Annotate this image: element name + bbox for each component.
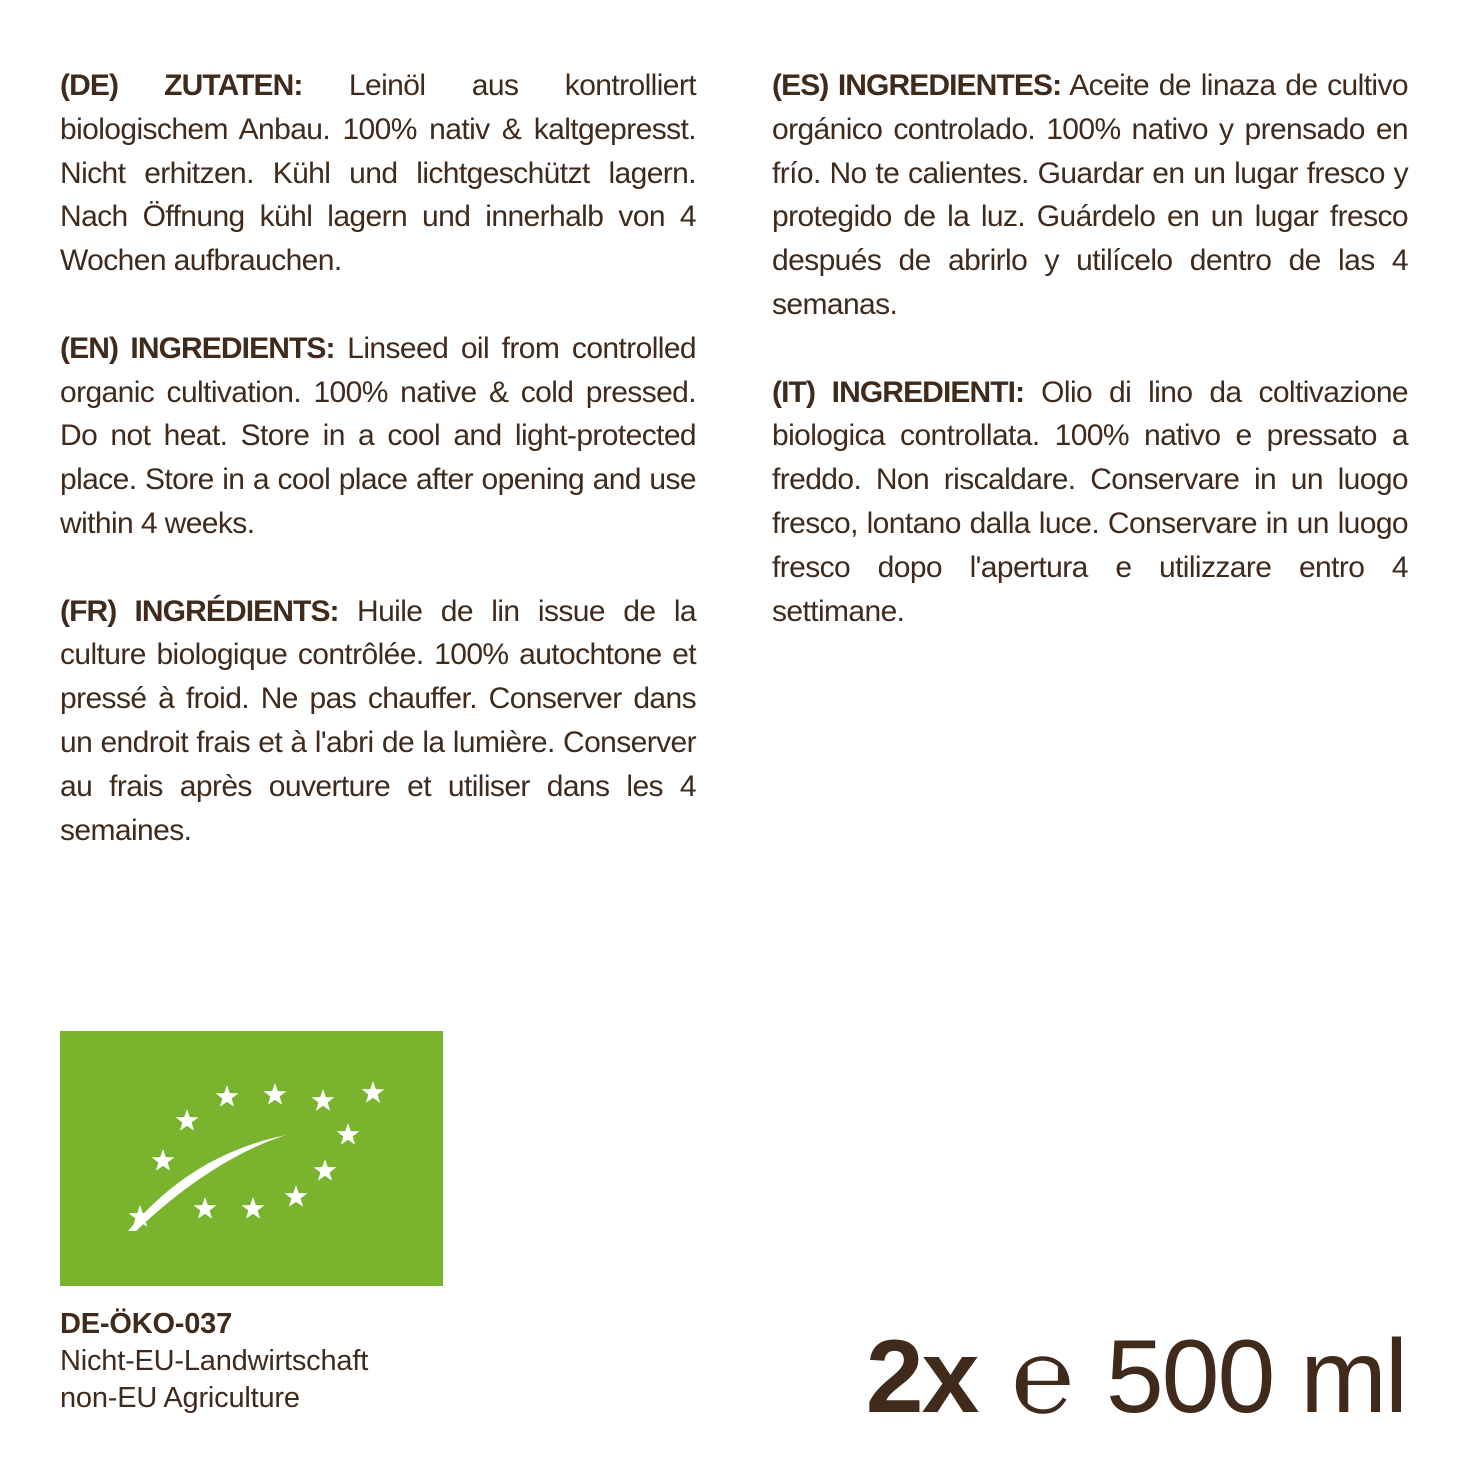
ingredient-label-it: (IT) INGREDIENTI: — [772, 375, 1025, 409]
ingredient-block-es — [772, 64, 1408, 327]
estimated-sign-icon: ℮ — [1011, 1318, 1072, 1435]
ingredient-label-es: (ES) INGREDIENTES: — [772, 69, 1062, 102]
certification-origin-en: non-EU Agriculture — [60, 1382, 300, 1414]
quantity-count: 2x — [865, 1318, 978, 1435]
ingredient-text-it: Olio di lino da coltivazione biologica controllata. 100% nativo e pressato a freddo. Non riscaldare. Conservare in un luogo fresco, lontano dalla luce. Conservare in un luogo fresco dopo l'apertura e utilizzare entro 4 settimane. — [772, 375, 1408, 628]
ingredient-block-it — [772, 371, 1408, 634]
organic-certification — [60, 1306, 368, 1417]
certification-origin-de: Nicht-EU-Landwirtschaft — [60, 1345, 369, 1377]
ingredient-text-es: Aceite de linaza de cultivo orgánico controlado. 100% nativo y prensado en frío. No te calientes. Guardar en un lugar fresco y protegido de la luz. Guárdelo en un lugar fresco después de abrirlo y utilícelo dentro de las 4 semanas. — [772, 69, 1408, 321]
eu-organic-leaf-logo — [60, 1031, 443, 1286]
ingredient-label-fr: (FR) INGRÉDIENTS: — [60, 594, 339, 628]
ingredient-text-fr: Huile de lin issue de la culture biologique contrôlée. 100% autochtone et pressé à froid. Ne pas chauffer. Conserver dans un endroit frais et à l'abri de la lumière. Conserver au frais après ouverture et utiliser dans les 4 semaines. — [60, 594, 696, 847]
ingredient-label-en: (EN) INGREDIENTS: — [60, 331, 335, 365]
ingredient-block-fr — [60, 590, 696, 853]
eu-logo-background — [60, 1031, 443, 1286]
ingredient-label-de: (DE) ZUTATEN: — [60, 69, 303, 102]
ingredient-text-de: Leinöl aus kontrolliert biologischem Anbau. 100% nativ & kaltgepresst. Nicht erhitzen. Kühl und lichtgeschützt lagern. Nach Öffnung kühl lagern und innerhalb von 4 Wochen aufbrauchen. — [60, 69, 696, 278]
certification-code: DE-ÖKO-037 — [60, 1308, 233, 1340]
ingredients-column-right — [772, 64, 1408, 677]
package-quantity — [865, 1318, 1406, 1435]
ingredient-block-de — [60, 64, 696, 283]
ingredients-column-left — [60, 64, 696, 896]
eu-organic-logo-icon — [60, 1031, 443, 1286]
quantity-volume: 500 ml — [1105, 1318, 1406, 1435]
ingredient-block-en — [60, 327, 696, 546]
ingredient-text-en: Linseed oil from controlled organic cultivation. 100% native & cold pressed. Do not heat. Store in a cool and light-protected place. Store in a cool place after opening and use within 4 weeks. — [60, 331, 696, 540]
